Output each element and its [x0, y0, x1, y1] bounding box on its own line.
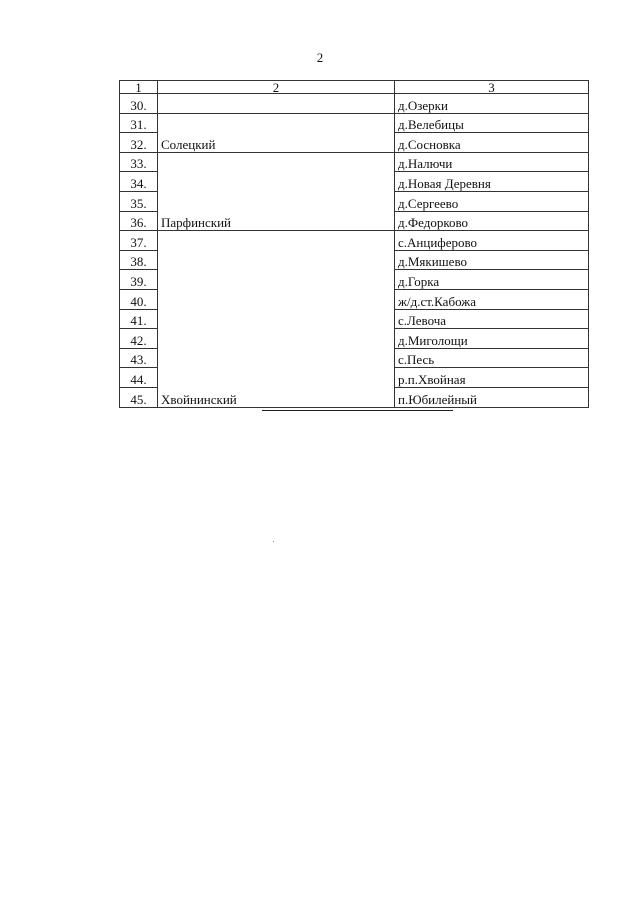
row-number: 44.	[120, 368, 158, 388]
column-header-settlement: 3	[395, 81, 589, 94]
settlement-cell: с.Анциферово	[395, 231, 589, 251]
scan-speck	[273, 541, 274, 542]
row-number: 42.	[120, 329, 158, 349]
row-number: 32.	[120, 133, 158, 153]
settlement-cell: д.Горка	[395, 270, 589, 290]
row-number: 40.	[120, 289, 158, 309]
row-number: 45.	[120, 387, 158, 407]
district-cell: Солецкий	[158, 113, 395, 152]
row-number: 39.	[120, 270, 158, 290]
page-number: 2	[316, 50, 324, 65]
settlement-cell: д.Велебицы	[395, 113, 589, 133]
row-number: 30.	[120, 94, 158, 114]
settlement-cell: д.Федорково	[395, 211, 589, 231]
row-number: 37.	[120, 231, 158, 251]
row-number: 33.	[120, 152, 158, 172]
column-header-number: 1	[120, 81, 158, 94]
settlement-cell: п.Юбилейный	[395, 387, 589, 407]
settlement-cell: р.п.Хвойная	[395, 368, 589, 388]
settlement-cell: д.Мякишево	[395, 250, 589, 270]
table-header-row	[120, 81, 589, 94]
table-row	[120, 152, 589, 172]
settlement-cell: ж/д.ст.Кабожа	[395, 289, 589, 309]
table-row	[120, 94, 589, 114]
settlement-cell: с.Левоча	[395, 309, 589, 329]
settlement-cell: д.Озерки	[395, 94, 589, 114]
column-header-district: 2	[158, 81, 395, 94]
settlement-cell: д.Сергеево	[395, 191, 589, 211]
settlements-table	[119, 80, 589, 408]
settlement-cell: д.Новая Деревня	[395, 172, 589, 192]
row-number: 31.	[120, 113, 158, 133]
table-row	[120, 113, 589, 133]
row-number: 34.	[120, 172, 158, 192]
settlement-cell: д.Сосновка	[395, 133, 589, 153]
row-number: 36.	[120, 211, 158, 231]
settlement-cell: д.Налючи	[395, 152, 589, 172]
row-number: 35.	[120, 191, 158, 211]
settlement-cell: д.Миголощи	[395, 329, 589, 349]
row-number: 43.	[120, 348, 158, 368]
settlement-cell: с.Песь	[395, 348, 589, 368]
row-number: 38.	[120, 250, 158, 270]
district-cell: Хвойнинский	[158, 231, 395, 407]
district-cell	[158, 94, 395, 114]
district-cell: Парфинский	[158, 152, 395, 230]
table-row	[120, 231, 589, 251]
end-separator-line	[262, 410, 453, 411]
row-number: 41.	[120, 309, 158, 329]
